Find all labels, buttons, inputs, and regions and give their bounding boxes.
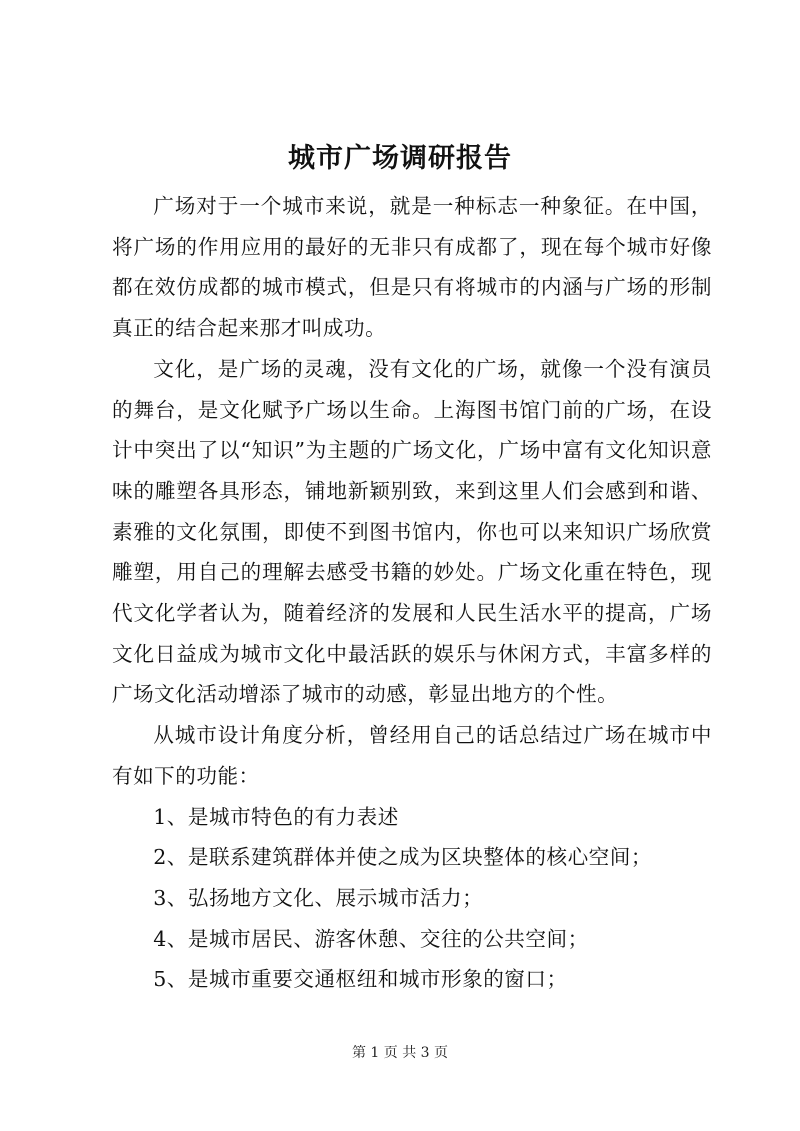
document-body bbox=[112, 186, 712, 1000]
list-item: 2、是联系建筑群体并使之成为区块整体的核心空间； bbox=[153, 845, 652, 870]
document-title: 城市广场调研报告 bbox=[288, 143, 512, 174]
paragraph-functions-intro: 从城市设计角度分析，曾经用自己的话总结过广场在城市中有如下的功能： bbox=[112, 723, 712, 788]
page-footer: 第 1 页 共 3 页 bbox=[351, 1045, 449, 1061]
paragraph-culture: 文化，是广场的灵魂，没有文化的广场，就像一个没有演员的舞台，是文化赋予广场以生命。上海图书馆门前的广场，在设计中突出了以“知识”为主题的广场文化，广场中富有文化知识意味的雕塑各具形态，铺地新颖别致，来到这里人们会感到和谐、素雅的文化氛围，即使不到图书馆内，你也可以来知识广场欣赏雕塑，用自己的理解去感受书籍的妙处。广场文化重在特色，现代文化学者认为，随着经济的发展和人民生活水平的提高，广场文化日益成为城市文化中最活跃的娱乐与休闲方式，丰富多样的广场文化活动增添了城市的动感，彰显出地方的个性。 bbox=[112, 356, 712, 707]
list-item: 5、是城市重要交通枢纽和城市形象的窗口； bbox=[153, 967, 568, 992]
list-item: 3、弘扬地方文化、展示城市活力； bbox=[153, 885, 484, 910]
paragraph-intro: 广场对于一个城市来说，就是一种标志一种象征。在中国，将广场的作用应用的最好的无非只有成都了，现在每个城市好像都在效仿成都的城市模式，但是只有将城市的内涵与广场的形制真正的结合起来那才叫成功。 bbox=[112, 194, 712, 341]
list-item: 1、是城市特色的有力表述 bbox=[153, 804, 399, 829]
list-item: 4、是城市居民、游客休憩、交往的公共空间； bbox=[153, 926, 589, 951]
